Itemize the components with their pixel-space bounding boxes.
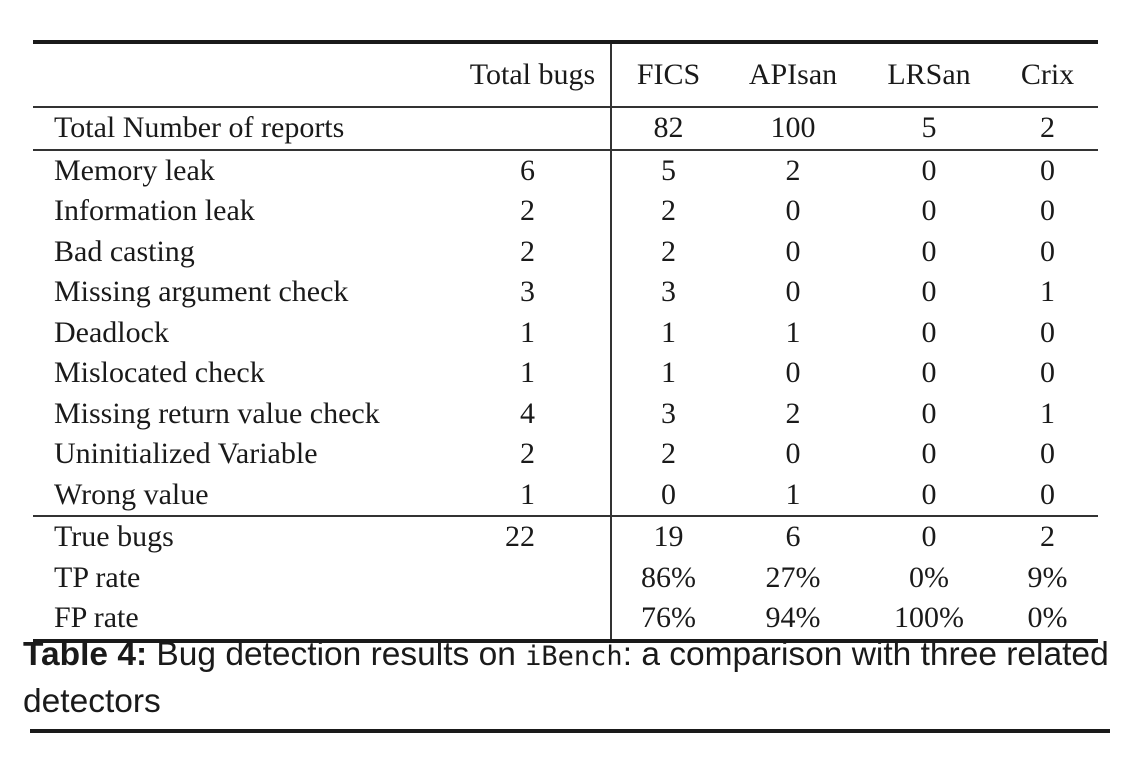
cell-fics: 1 — [661, 356, 676, 389]
row-label: Uninitialized Variable — [54, 437, 318, 470]
cell-crix: 0 — [1040, 437, 1055, 470]
cell-lrsan: 0 — [921, 234, 937, 268]
table-row-reports — [33, 107, 1098, 150]
row-label: True bugs — [33, 516, 445, 558]
row-label: Memory leak — [33, 150, 445, 192]
cell-apisan: 1 — [785, 315, 801, 349]
table-row-true-bugs — [33, 516, 1098, 558]
cell-crix: 0 — [997, 150, 1098, 192]
cell-lrsan: 0 — [921, 315, 937, 349]
cell-fics: 3 — [661, 396, 676, 430]
cell-lrsan: 5 — [861, 107, 997, 150]
row-label: Deadlock — [54, 315, 169, 349]
cell-total-bugs: 2 — [445, 191, 611, 232]
header-crix: Crix — [997, 42, 1098, 107]
header-total-bugs: Total bugs — [445, 42, 611, 107]
cell-lrsan: 0 — [861, 150, 997, 192]
cell-lrsan: 0 — [921, 356, 937, 389]
row-label: Information leak — [54, 194, 255, 227]
cell-fics: 3 — [661, 275, 676, 308]
table-caption — [23, 632, 1118, 724]
cell-fics: 0 — [661, 477, 676, 511]
cell-lrsan: 0 — [861, 516, 997, 558]
table-row — [33, 353, 1098, 394]
cell-crix: 0 — [1040, 356, 1055, 389]
cell-apisan: 27% — [765, 560, 821, 594]
table-row — [33, 313, 1098, 354]
cell-fics: 19 — [611, 516, 725, 558]
cell-lrsan: 0 — [921, 194, 937, 227]
cell-apisan: 94% — [725, 598, 861, 641]
cell-apisan: 6 — [725, 516, 861, 558]
cell-total-bugs: 1 — [445, 313, 611, 354]
cell-lrsan: 0 — [921, 477, 937, 511]
cell-fics: 76% — [611, 598, 725, 641]
cell-fics: 2 — [661, 194, 676, 227]
table-row — [33, 434, 1098, 475]
cell-total-bugs: 2 — [445, 434, 611, 475]
row-label: Total Number of reports — [33, 107, 445, 150]
cell-crix: 1 — [1040, 396, 1055, 430]
cell-crix: 0 — [1040, 234, 1055, 268]
cell-fics: 2 — [661, 437, 676, 470]
cell-total-bugs: 6 — [445, 150, 611, 192]
cell-lrsan: 0 — [921, 396, 937, 430]
cell-apisan: 0 — [785, 356, 801, 389]
cell-total-bugs: 2 — [445, 232, 611, 273]
table-row — [33, 150, 1098, 192]
cell-crix: 2 — [997, 516, 1098, 558]
cell-apisan: 0 — [785, 194, 801, 227]
header-apisan: APIsan — [725, 42, 861, 107]
caption-bottom-rule — [30, 729, 1110, 733]
row-label: Wrong value — [54, 477, 209, 511]
table-row — [33, 394, 1098, 435]
cell-lrsan: 0 — [921, 437, 937, 470]
cell-crix: 2 — [997, 107, 1098, 150]
cell-fics: 5 — [611, 150, 725, 192]
row-label: Missing argument check — [54, 275, 349, 308]
row-label: Bad casting — [54, 234, 195, 268]
cell-crix: 0 — [1040, 477, 1055, 511]
cell-fics: 82 — [611, 107, 725, 150]
cell-crix: 9% — [1027, 560, 1068, 594]
caption-code: iBench — [525, 641, 623, 672]
cell-lrsan: 0 — [921, 275, 937, 308]
cell-crix: 1 — [1040, 275, 1055, 308]
cell-crix: 0 — [1040, 194, 1055, 227]
cell-apisan: 1 — [785, 477, 801, 511]
cell-total-bugs: 22 — [445, 516, 611, 558]
cell-lrsan: 0% — [909, 560, 949, 594]
caption-text-before: Bug detection results on — [147, 636, 526, 673]
table-row — [33, 475, 1098, 517]
header-lrsan: LRSan — [861, 42, 997, 107]
table-row — [33, 272, 1098, 313]
cell-crix: 0% — [997, 598, 1098, 641]
row-label: Missing return value check — [54, 396, 380, 430]
cell-apisan: 100 — [725, 107, 861, 150]
results-table-wrapper — [33, 40, 1098, 643]
caption-text-after: : a comparison with three related detectors — [23, 636, 1109, 720]
cell-crix: 0 — [1040, 315, 1055, 349]
cell-apisan: 0 — [785, 437, 801, 470]
cell-fics: 1 — [661, 315, 676, 349]
table-row-tp-rate — [33, 558, 1098, 599]
cell-apisan: 2 — [785, 396, 801, 430]
cell-lrsan: 100% — [861, 598, 997, 641]
header-label — [33, 42, 445, 107]
row-label: Mislocated check — [54, 356, 265, 389]
row-label: TP rate — [54, 560, 141, 594]
row-label: FP rate — [33, 598, 445, 641]
cell-total-bugs — [445, 558, 611, 599]
bug-detection-results-table — [33, 40, 1098, 643]
table-row — [33, 191, 1098, 232]
cell-total-bugs: 4 — [445, 394, 611, 435]
header-fics: FICS — [611, 42, 725, 107]
cell-apisan: 0 — [785, 275, 801, 308]
cell-apisan: 2 — [725, 150, 861, 192]
cell-total-bugs: 1 — [445, 353, 611, 394]
cell-apisan: 0 — [785, 234, 801, 268]
caption-prefix: Table 4: — [23, 636, 148, 673]
table-header-row — [33, 42, 1098, 107]
table-row — [33, 232, 1098, 273]
cell-fics: 86% — [641, 560, 696, 594]
cell-fics: 2 — [661, 234, 676, 268]
cell-total-bugs: 3 — [445, 272, 611, 313]
cell-total-bugs: 1 — [445, 475, 611, 517]
cell-total-bugs — [445, 107, 611, 150]
